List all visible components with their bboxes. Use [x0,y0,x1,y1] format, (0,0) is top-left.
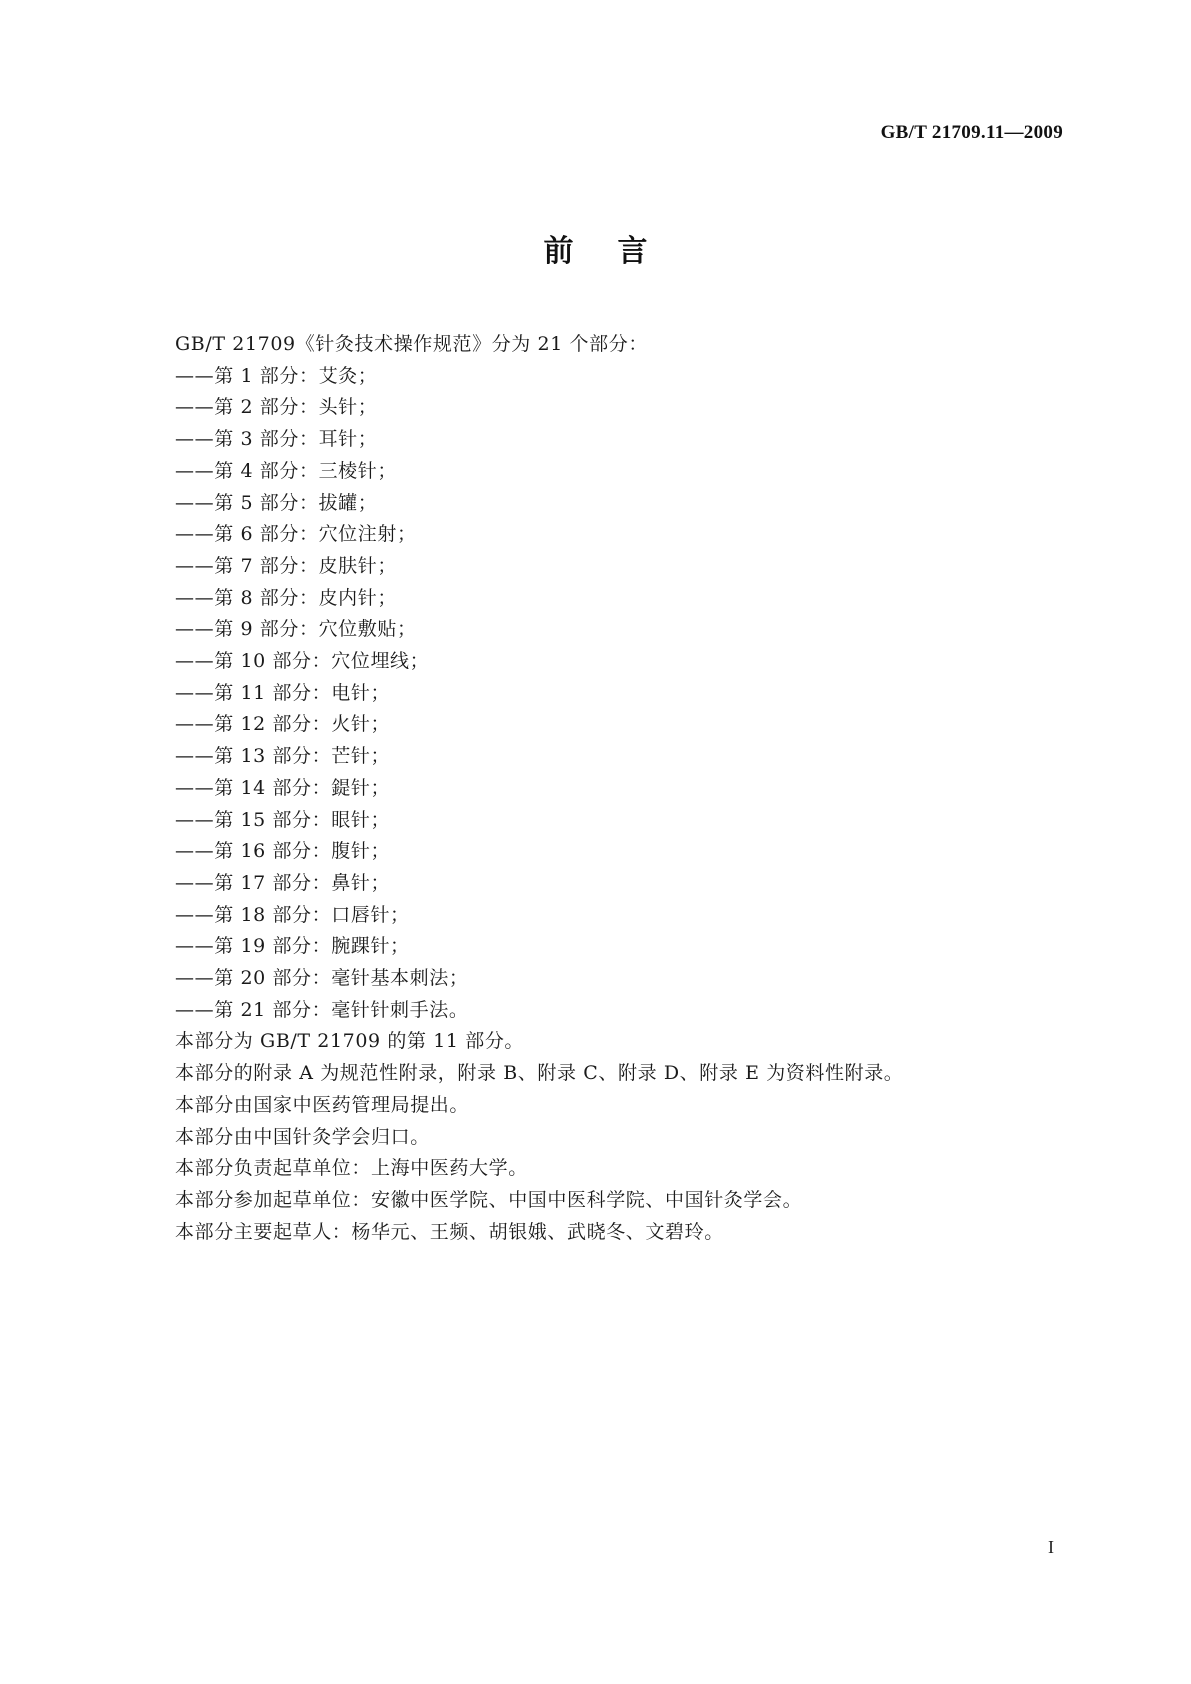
part-item-14: ——第 14 部分：鍉针； [175,776,391,799]
part-item-19: ——第 19 部分：腕踝针； [175,935,410,958]
statement-part-number: 本部分为 GB/T 21709 的第 11 部分。 [175,1030,525,1053]
part-item-11: ——第 11 部分：电针； [175,681,391,704]
part-item-4: ——第 4 部分：三棱针； [175,459,397,482]
part-item-3: ——第 3 部分：耳针； [175,428,378,451]
statement-proposer: 本部分由国家中医药管理局提出。 [175,1093,470,1116]
part-item-7: ——第 7 部分：皮肤针； [175,554,397,577]
statement-drafting-unit: 本部分负责起草单位：上海中医药大学。 [175,1157,528,1180]
part-item-10: ——第 10 部分：穴位埋线； [175,650,430,673]
part-item-8: ——第 8 部分：皮内针； [175,586,397,609]
document-code: GB/T 21709.11—2009 [880,122,1063,143]
page-number: I [1048,1537,1054,1557]
statement-drafters: 本部分主要起草人：杨华元、王频、胡银娥、武晓冬、文碧玲。 [175,1220,724,1243]
statement-appendix: 本部分的附录 A 为规范性附录，附录 B、附录 C、附录 D、附录 E 为资料性附录。 [175,1062,904,1085]
part-item-17: ——第 17 部分：鼻针； [175,871,391,894]
statement-centralized: 本部分由中国针灸学会归口。 [175,1125,430,1148]
part-item-2: ——第 2 部分：头针； [175,396,378,419]
part-item-5: ——第 5 部分：拔罐； [175,491,378,514]
page-title: 前言 [543,234,692,269]
part-item-13: ——第 13 部分：芒针； [175,745,391,768]
part-item-6: ——第 6 部分：穴位注射； [175,523,417,546]
part-item-20: ——第 20 部分：毫针基本刺法； [175,967,469,990]
statement-participating-units: 本部分参加起草单位：安徽中医学院、中国中医科学院、中国针灸学会。 [175,1188,803,1211]
part-item-15: ——第 15 部分：眼针； [175,808,391,831]
part-item-12: ——第 12 部分：火针； [175,713,391,736]
intro-line: GB/T 21709《针灸技术操作规范》分为 21 个部分： [175,333,648,355]
part-item-21: ——第 21 部分：毫针针刺手法。 [175,998,469,1021]
part-item-18: ——第 18 部分：口唇针； [175,903,410,926]
part-item-1: ——第 1 部分：艾灸； [175,364,378,387]
foreword-body [175,329,1055,1248]
part-item-9: ——第 9 部分：穴位敷贴； [175,618,417,641]
part-item-16: ——第 16 部分：腹针； [175,840,391,863]
